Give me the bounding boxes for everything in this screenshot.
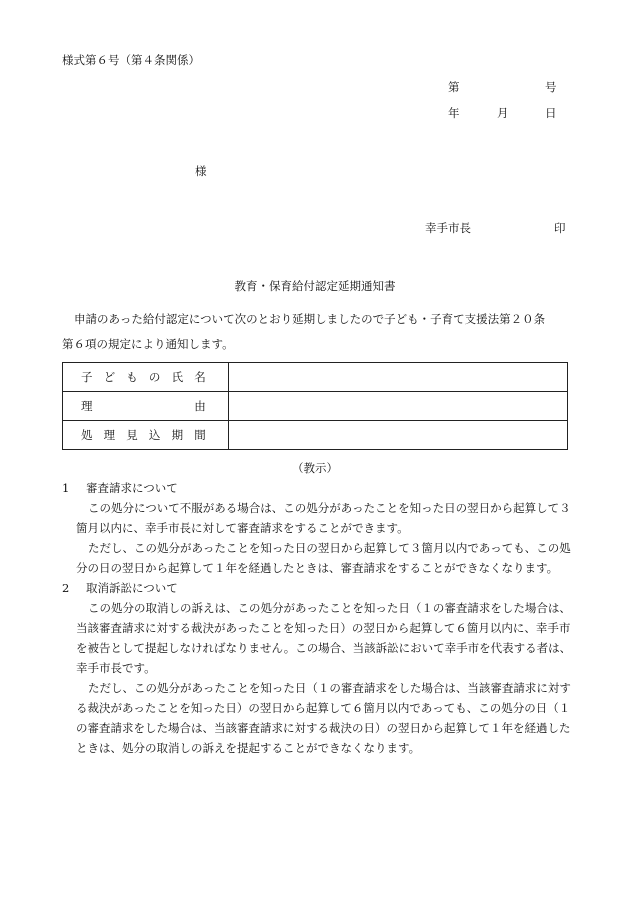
instruction-title: （教示） <box>292 461 338 475</box>
section-title: 取消訴訟について <box>86 581 178 595</box>
table-row <box>63 421 568 450</box>
label-char: の <box>148 370 161 384</box>
info-table <box>62 362 568 450</box>
instruction-notes <box>62 478 577 758</box>
intro-line-2: 第６項の規定により通知します。 <box>62 337 234 351</box>
label-char: 見 <box>126 428 138 442</box>
document-title: 教育・保育給付認定延期通知書 <box>234 279 396 293</box>
label-char: 由 <box>194 399 206 413</box>
form-number: 様式第６号（第４条関係） <box>62 53 200 67</box>
reason-field[interactable] <box>228 392 567 421</box>
child-name-label <box>63 363 229 392</box>
label-char: 込 <box>148 428 161 442</box>
date-day: 日 <box>545 106 557 120</box>
label-char: 子 <box>81 370 93 384</box>
child-name-field[interactable] <box>228 363 567 392</box>
date-month: 月 <box>497 106 509 120</box>
section-paragraph: この処分の取消しの訴えは、この処分があったことを知った日（１の審査請求をした場合は、当該審査請求に対する裁決があったことを知った日）の翌日から起算して６箇月以内に、幸手市を被告として提起しなければなりません。この場合、当該訴訟において幸手市を代表する者は、幸手市長です。 <box>76 601 572 675</box>
label-char: 氏 <box>171 370 184 384</box>
processing-period-label <box>63 421 229 450</box>
label-char: 期 <box>171 428 184 442</box>
label-char: 名 <box>194 370 206 384</box>
section-paragraph: ただし、この処分があったことを知った日の翌日から起算して３箇月以内であっても、この処分の日の翌日から起算して１年を経過したときは、審査請求をすることができなくなります。 <box>76 541 571 575</box>
section-paragraph: ただし、この処分があったことを知った日（１の審査請求をした場合は、当該審査請求に対する裁決があったことを知った日）の翌日から起算して６箇月以内であっても、この処分の日（１の審査請求をした場合は、当該審査請求に対する裁決の日）の翌日から起算して１年を経過したときは、処分の取消しの訴えを提起することができなくなります。 <box>76 681 571 755</box>
section-title: 審査請求について <box>86 481 178 495</box>
seal-mark: 印 <box>554 221 566 235</box>
document-number-suffix: 号 <box>545 80 557 94</box>
intro-text <box>62 307 577 357</box>
section-heading <box>62 578 577 598</box>
intro-line-1: 申請のあった給付認定について次のとおり延期しましたので子ども・子育て支援法第２０条 <box>74 312 546 326</box>
label-char: 理 <box>103 428 116 442</box>
processing-period-field[interactable] <box>228 421 567 450</box>
section-number: 2 <box>62 581 70 595</box>
table-row <box>63 363 568 392</box>
label-char: 理 <box>81 399 93 413</box>
label-char: も <box>126 370 138 384</box>
section-number: 1 <box>62 481 70 495</box>
section-heading <box>62 478 577 498</box>
label-char: ど <box>103 370 116 384</box>
issuer-name: 幸手市長 <box>425 221 471 235</box>
reason-label <box>63 392 229 421</box>
addressee-suffix: 様 <box>195 164 207 178</box>
document-number-prefix: 第 <box>448 80 460 94</box>
date-year: 年 <box>448 106 460 120</box>
table-row <box>63 392 568 421</box>
label-char: 処 <box>81 428 93 442</box>
section-paragraph: この処分について不服がある場合は、この処分があったことを知った日の翌日から起算して３箇月以内に、幸手市長に対して審査請求をすることができます。 <box>76 501 571 535</box>
label-char: 間 <box>194 428 206 442</box>
